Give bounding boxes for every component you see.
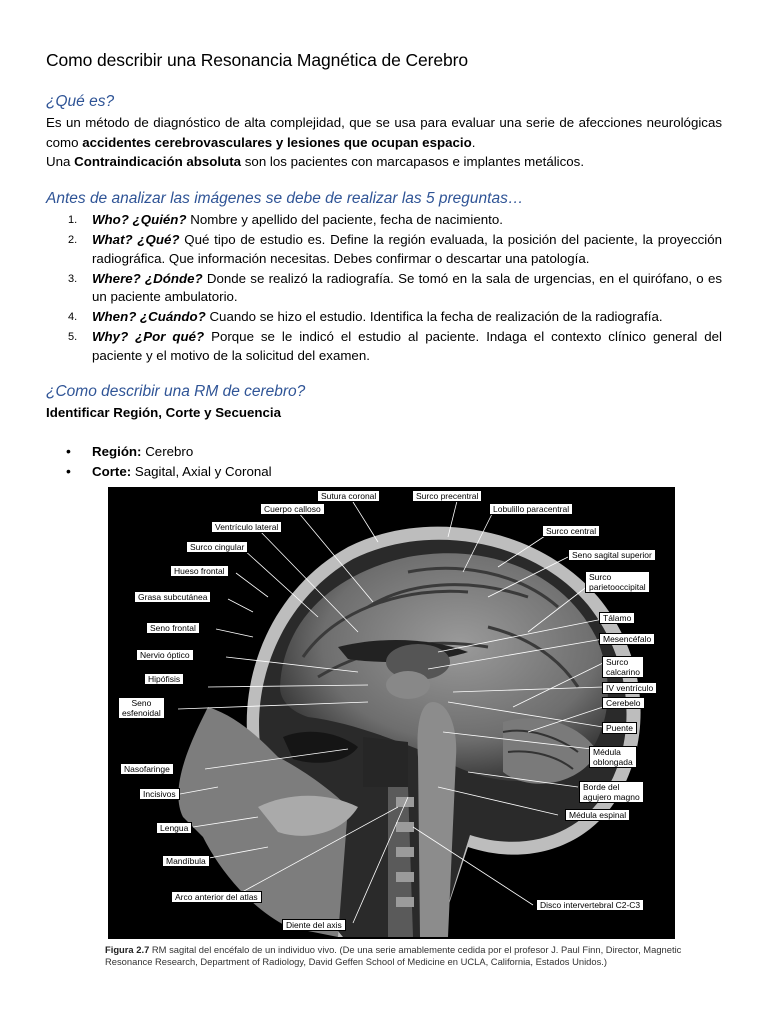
label-hueso-frontal: Hueso frontal (170, 565, 229, 577)
contra-bold: Contraindicación absoluta (74, 154, 242, 169)
question-text: Cuando se hizo el estudio. Identifica la fecha de realización de la radiografía. (205, 309, 663, 324)
bullet-dot: • (66, 462, 71, 479)
question-item (46, 328, 722, 365)
label-text: Médula (593, 747, 621, 757)
intro-bold: accidentes cerebrovasculares y lesiones que ocupan espacio (82, 134, 472, 150)
intro-text: Es un método de diagnóstico de alta complejidad, que se usa para evaluar una serie de afecciones neurológicas como (46, 115, 722, 150)
question-text: Porque se le indicó el estudio al paciente. Indaga el contexto clínico general del paciente y el motivo de la solicitud del examen. (92, 329, 722, 363)
label-text: Borde del (583, 782, 620, 792)
bullet-label: Región: (92, 444, 142, 459)
caption-text: RM sagital del encéfalo de un individuo vivo. (De una serie amablemente cedida por el profesor J. Paul Finn, Director, Magnetic Resonance Research, Department of Radiology, David Geffen School of Medicine en UCLA, California, Estados Unidos.) (105, 944, 682, 967)
label-nasofaringe: Nasofaringe (120, 763, 174, 775)
label-text: calcarino (606, 667, 641, 677)
label-text: parietooccipital (589, 582, 646, 592)
label-lengua: Lengua (156, 822, 192, 834)
label-hipofisis: Hipófisis (144, 673, 184, 685)
label-disco-intervertebral: Disco intervertebral C2-C3 (536, 899, 644, 911)
intro-period: . (471, 134, 476, 150)
question-number: 5. (68, 331, 78, 343)
question-item (46, 270, 722, 307)
contra-text-a: Una (46, 154, 75, 169)
label-seno-sagital-superior: Seno sagital superior (568, 549, 656, 561)
label-cerebelo: Cerebelo (602, 697, 645, 709)
question-label: Who? ¿Quién? (92, 212, 187, 227)
label-text: agujero magno (583, 792, 640, 802)
page-title: Como describir una Resonancia Magnética de Cerebro (46, 50, 469, 70)
label-surco-central: Surco central (542, 525, 600, 537)
question-item (46, 231, 722, 268)
label-ventriculo-lateral: Ventrículo lateral (211, 521, 282, 533)
caption-label: Figura 2.7 (105, 944, 150, 955)
question-text: Donde se realizó la radiografía. Se tomó en la sala de urgencias, en el quirófano, o es un paciente ambulatorio. (92, 270, 722, 304)
intro-paragraph (46, 113, 722, 172)
label-lobulillo-paracentral: Lobulillo paracentral (489, 503, 573, 515)
question-item (46, 308, 722, 327)
label-surco-parietooccipital (585, 571, 650, 593)
label-nervio-optico: Nervio óptico (136, 649, 194, 661)
mri-sagittal-figure (108, 487, 675, 939)
label-sutura-coronal: Sutura coronal (317, 490, 380, 502)
question-number: 3. (68, 272, 78, 285)
label-text: Seno (131, 698, 152, 708)
label-text: oblongada (593, 757, 633, 767)
label-surco-cingular: Surco cingular (186, 541, 248, 553)
bullet-value: Cerebro (141, 444, 194, 459)
question-label: What? ¿Qué? (92, 232, 180, 247)
label-text: esfenoidal (122, 708, 161, 718)
label-surco-precentral: Surco precentral (412, 490, 482, 502)
subheading-identificar: Identificar Región, Corte y Secuencia (46, 405, 281, 420)
label-diente-axis: Diente del axis (282, 919, 346, 931)
question-number: 4. (68, 311, 78, 323)
figure-caption (105, 944, 685, 968)
label-iv-ventriculo: IV ventrículo (602, 682, 657, 694)
label-text: Surco (606, 657, 629, 667)
bullet-dot: • (66, 443, 71, 459)
label-cuerpo-calloso: Cuerpo calloso (260, 503, 325, 515)
bullet-list (46, 442, 272, 481)
section-heading-como-describir: ¿Como describir una RM de cerebro? (46, 383, 306, 400)
label-text: Surco (589, 572, 612, 582)
section-heading-que-es: ¿Qué es? (46, 93, 115, 110)
label-surco-calcarino (602, 656, 644, 678)
bullet-value: Sagital, Axial y Coronal (131, 463, 272, 479)
label-seno-esfenoidal (118, 697, 165, 719)
question-label: When? ¿Cuándo? (92, 309, 206, 324)
question-label: Where? ¿Dónde? (92, 270, 203, 286)
label-grasa-subcutanea: Grasa subcutánea (134, 591, 211, 603)
label-mesencefalo: Mesencéfalo (599, 633, 655, 645)
question-label: Why? ¿Por qué? (92, 329, 205, 344)
contra-text-c: son los pacientes con marcapasos e implantes metálicos. (241, 154, 585, 169)
label-talamo: Tálamo (599, 612, 635, 624)
question-number: 2. (68, 234, 78, 246)
section-heading-preguntas: Antes de analizar las imágenes se debe de realizar las 5 preguntas… (46, 190, 524, 207)
bullet-item (46, 442, 272, 462)
bullet-item (46, 462, 272, 482)
label-incisivos: Incisivos (139, 788, 180, 800)
label-medula-espinal: Médula espinal (565, 809, 630, 821)
label-medula-oblongada (589, 746, 637, 768)
label-puente: Puente (602, 722, 637, 734)
label-mandibula: Mandíbula (162, 855, 210, 867)
question-number: 1. (68, 214, 78, 226)
label-borde-agujero-magno (579, 781, 644, 803)
questions-list (46, 211, 722, 367)
label-arco-anterior-atlas: Arco anterior del atlas (171, 891, 262, 903)
label-seno-frontal: Seno frontal (146, 622, 200, 634)
question-text: Qué tipo de estudio es. Define la región evaluada, la posición del paciente, la proyección radiográfica. Que información necesitas. Debes confirmar o descartar una patología. (92, 232, 722, 266)
question-item (46, 211, 722, 230)
question-text: Nombre y apellido del paciente, fecha de nacimiento. (186, 212, 503, 227)
bullet-label: Corte: (92, 463, 132, 479)
